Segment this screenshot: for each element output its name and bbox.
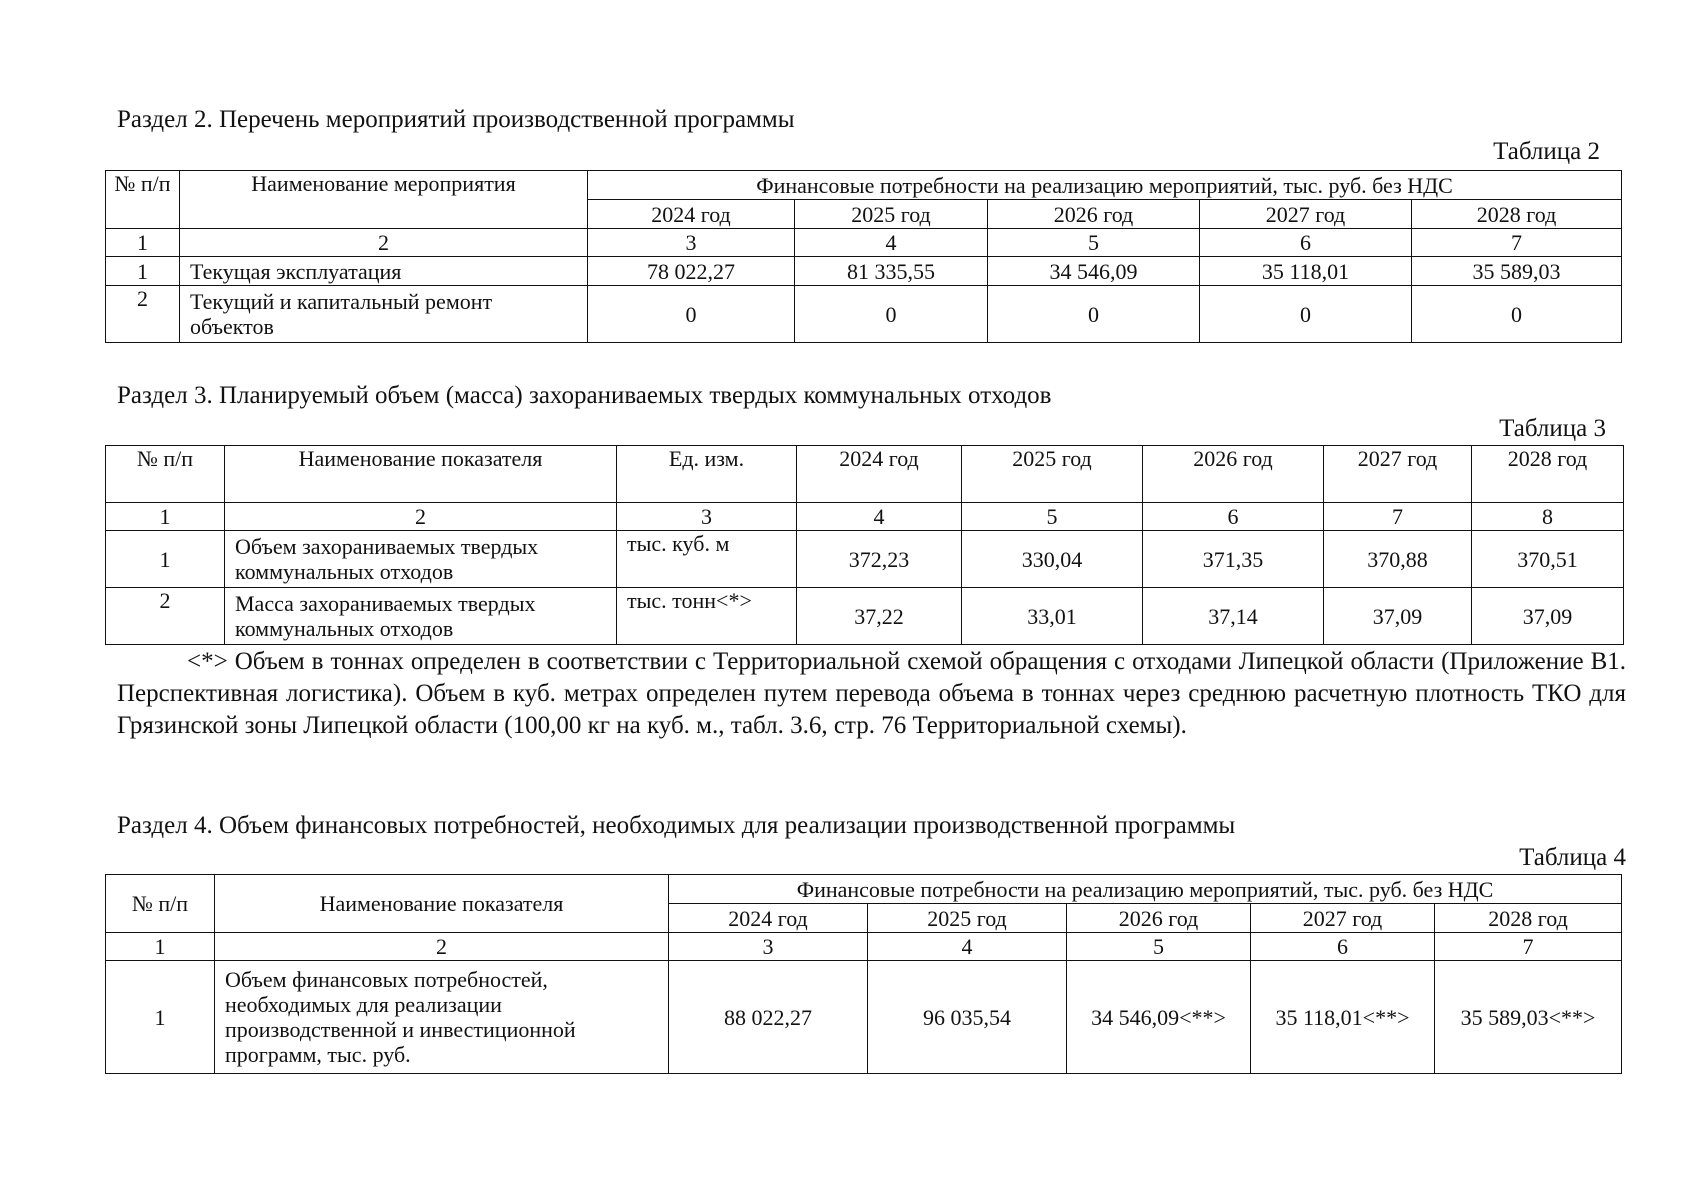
t4-year-header: 2028 год	[1435, 904, 1622, 933]
t3-colnum: 8	[1472, 503, 1624, 531]
t4-cell: 96 035,54	[868, 961, 1067, 1074]
t3-cell: 37,09	[1472, 588, 1624, 645]
t3-year-header: 2025 год	[962, 446, 1143, 503]
t3-colnum: 3	[617, 503, 797, 531]
section-3-title: Раздел 3. Планируемый объем (масса) захораниваемых твердых коммунальных отходов	[117, 382, 1052, 409]
t2-colnum: 2	[180, 229, 588, 257]
t3-cell: 330,04	[962, 531, 1143, 588]
t4-row-name: Объем финансовых потребностей, необходимых для реализации производственной и инвестиционной программ, тыс. руб.	[215, 961, 669, 1074]
t4-colnum: 4	[868, 933, 1067, 961]
t4-year-header: 2026 год	[1067, 904, 1251, 933]
t4-colnum: 6	[1251, 933, 1435, 961]
t3-year-header: 2024 год	[797, 446, 962, 503]
t3-year-header: 2027 год	[1324, 446, 1472, 503]
t3-colnum: 6	[1143, 503, 1324, 531]
t3-row-num: 2	[106, 588, 225, 645]
t2-year-header: 2024 год	[588, 200, 795, 229]
t2-colnum: 4	[795, 229, 988, 257]
t2-row-name: Текущая эксплуатация	[180, 257, 588, 286]
t3-cell: 370,51	[1472, 531, 1624, 588]
t3-colnum: 5	[962, 503, 1143, 531]
t4-header-num: № п/п	[106, 875, 215, 933]
t2-cell: 81 335,55	[795, 257, 988, 286]
t3-row-num: 1	[106, 531, 225, 588]
t3-year-header: 2026 год	[1143, 446, 1324, 503]
footnote-paragraph: <*> Объем в тоннах определен в соответствии с Территориальной схемой обращения с отходами Липецкой области (Приложение В1. Перспективная логистика). Объем в куб. метрах определен путем перевода объема в тоннах через среднюю расчетную плотность ТКО для Грязинской зоны Липецкой области (100,00 кг на куб. м., табл. 3.6, стр. 76 Территориальной схемы).	[117, 648, 1626, 739]
t2-header-num: № п/п	[106, 171, 180, 229]
t4-cell: 34 546,09<**>	[1067, 961, 1251, 1074]
t2-cell: 34 546,09	[988, 257, 1200, 286]
t2-cell: 35 589,03	[1412, 257, 1622, 286]
t4-row-num: 1	[106, 961, 215, 1074]
t2-year-header: 2028 год	[1412, 200, 1622, 229]
t3-cell: 370,88	[1324, 531, 1472, 588]
t2-row-num: 1	[106, 257, 180, 286]
t2-year-header: 2027 год	[1200, 200, 1412, 229]
t4-cell: 35 589,03<**>	[1435, 961, 1622, 1074]
t3-row-unit: тыс. куб. м	[617, 531, 797, 588]
t3-header-unit: Ед. изм.	[617, 446, 797, 503]
t2-cell: 35 118,01	[1200, 257, 1412, 286]
t2-year-header: 2025 год	[795, 200, 988, 229]
t2-cell: 0	[988, 286, 1200, 343]
t2-colnum: 3	[588, 229, 795, 257]
t3-cell: 372,23	[797, 531, 962, 588]
table-row	[106, 286, 1622, 343]
t4-cell: 35 118,01<**>	[1251, 961, 1435, 1074]
t2-cell: 0	[1412, 286, 1622, 343]
table-row	[106, 961, 1622, 1074]
t2-row-num: 2	[106, 286, 180, 343]
t2-colnum: 5	[988, 229, 1200, 257]
t3-colnum: 1	[106, 503, 225, 531]
t2-colnum: 6	[1200, 229, 1412, 257]
t2-header-name: Наименование мероприятия	[180, 171, 588, 229]
t3-header-name: Наименование показателя	[225, 446, 617, 503]
t4-colnum: 5	[1067, 933, 1251, 961]
t4-colnum: 3	[669, 933, 868, 961]
t4-cell: 88 022,27	[669, 961, 868, 1074]
t4-year-header: 2025 год	[868, 904, 1067, 933]
table-row	[106, 588, 1624, 645]
t3-row-unit: тыс. тонн<*>	[617, 588, 797, 645]
t4-colnum: 7	[1435, 933, 1622, 961]
table-4	[105, 874, 1622, 1074]
table-3	[105, 445, 1624, 645]
table-3-caption: Таблица 3	[1499, 415, 1606, 442]
t2-year-header: 2026 год	[988, 200, 1200, 229]
t4-colnum: 2	[215, 933, 669, 961]
t2-cell: 0	[795, 286, 988, 343]
t2-header-finance: Финансовые потребности на реализацию мероприятий, тыс. руб. без НДС	[588, 171, 1622, 200]
t3-colnum: 2	[225, 503, 617, 531]
t2-cell: 0	[588, 286, 795, 343]
table-2	[105, 170, 1622, 343]
t3-cell: 33,01	[962, 588, 1143, 645]
t3-header-num: № п/п	[106, 446, 225, 503]
table-row	[106, 531, 1624, 588]
t3-row-name: Объем захораниваемых твердых коммунальных отходов	[225, 531, 617, 588]
t3-cell: 37,14	[1143, 588, 1324, 645]
t3-year-header: 2028 год	[1472, 446, 1624, 503]
t3-colnum: 7	[1324, 503, 1472, 531]
table-2-caption: Таблица 2	[1493, 138, 1600, 165]
t3-cell: 37,09	[1324, 588, 1472, 645]
t4-year-header: 2027 год	[1251, 904, 1435, 933]
section-4-title: Раздел 4. Объем финансовых потребностей, необходимых для реализации производственной программы	[117, 812, 1236, 839]
t4-colnum: 1	[106, 933, 215, 961]
table-row	[106, 257, 1622, 286]
t2-colnum: 7	[1412, 229, 1622, 257]
t3-row-name: Масса захораниваемых твердых коммунальных отходов	[225, 588, 617, 645]
table-4-caption: Таблица 4	[1519, 844, 1626, 871]
t4-year-header: 2024 год	[669, 904, 868, 933]
t4-header-finance: Финансовые потребности на реализацию мероприятий, тыс. руб. без НДС	[669, 875, 1622, 904]
t2-colnum: 1	[106, 229, 180, 257]
t3-cell: 37,22	[797, 588, 962, 645]
t3-colnum: 4	[797, 503, 962, 531]
t2-cell: 0	[1200, 286, 1412, 343]
t4-header-name: Наименование показателя	[215, 875, 669, 933]
t3-cell: 371,35	[1143, 531, 1324, 588]
section-2-title: Раздел 2. Перечень мероприятий производственной программы	[117, 106, 795, 133]
t2-row-name: Текущий и капитальный ремонт объектов	[180, 286, 588, 343]
t2-cell: 78 022,27	[588, 257, 795, 286]
